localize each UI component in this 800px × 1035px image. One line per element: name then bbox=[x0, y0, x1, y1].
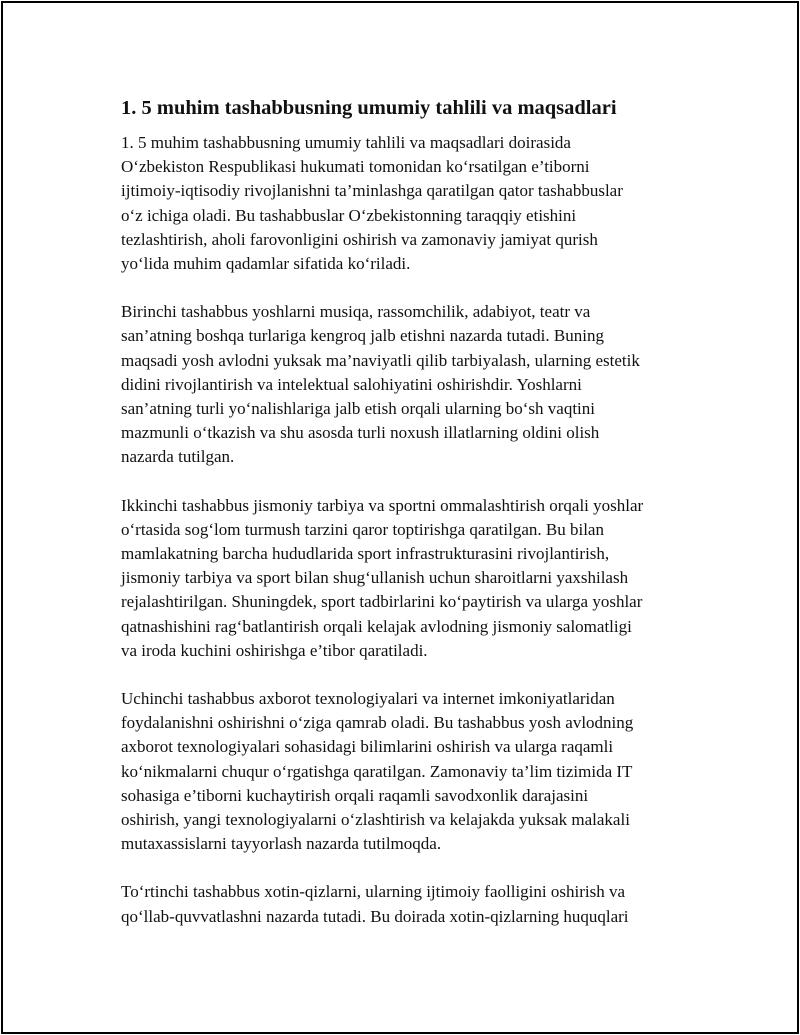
text-line: ijtimoiy-iqtisodiy rivojlanishni ta’minlashga qaratilgan qator tashabbuslar bbox=[121, 181, 623, 201]
text-line: san’atning turli yo‘nalishlariga jalb etish orqali ularning bo‘sh vaqtini bbox=[121, 399, 596, 419]
text-line: axborot texnologiyalari sohasidagi bilimlarini oshirish va ularga raqamli bbox=[121, 737, 614, 757]
text-line: Birinchi tashabbus yoshlarni musiqa, rassomchilik, adabiyot, teatr va bbox=[121, 302, 591, 322]
text-line: tezlashtirish, aholi farovonligini oshirish va zamonaviy jamiyat qurish bbox=[121, 229, 598, 249]
text-line: o‘rtasida sog‘lom turmush tarzini qaror toptirishga qaratilgan. Bu bilan bbox=[121, 519, 604, 539]
document-body bbox=[121, 95, 701, 953]
paragraph-third-initiative bbox=[121, 687, 701, 856]
text-line: o‘z ichiga oladi. Bu tashabbuslar O‘zbekistonning taraqqiy etishini bbox=[121, 205, 577, 225]
text-line: mamlakatning barcha hududlarida sport infrastrukturasini rivojlantirish, bbox=[121, 544, 610, 564]
paragraph-first-initiative bbox=[121, 300, 701, 469]
page-frame bbox=[1, 1, 799, 1034]
text-line: sohasiga e’tiborni kuchaytirish orqali raqamli savodxonlik darajasini bbox=[121, 785, 589, 805]
text-line: yo‘lida muhim qadamlar sifatida ko‘riladi. bbox=[121, 254, 411, 274]
paragraph-intro bbox=[121, 131, 701, 276]
text-line: mutaxassislarni tayyorlash nazarda tutilmoqda. bbox=[121, 834, 442, 854]
text-line: foydalanishni oshirishni o‘ziga qamrab oladi. Bu tashabbus yosh avlodning bbox=[121, 713, 634, 733]
paragraph-second-initiative bbox=[121, 494, 701, 663]
paragraph-fourth-initiative bbox=[121, 880, 701, 928]
text-line: didini rivojlantirish va intelektual salohiyatini oshirishdir. Yoshlarni bbox=[121, 374, 582, 394]
text-line: nazarda tutilgan. bbox=[121, 447, 235, 467]
section-heading: 1. 5 muhim tashabbusning umumiy tahlili va maqsadlari bbox=[121, 97, 617, 119]
text-line: ko‘nikmalarni chuqur o‘rgatishga qaratilgan. Zamonaviy ta’lim tizimida IT bbox=[121, 761, 633, 781]
text-line: qo‘llab-quvvatlashni nazarda tutadi. Bu doirada xotin-qizlarning huquqlari bbox=[121, 906, 629, 926]
text-line: qatnashishini rag‘batlantirish orqali kelajak avlodning jismoniy salomatligi bbox=[121, 616, 632, 636]
text-line: O‘zbekiston Respublikasi hukumati tomonidan ko‘rsatilgan e’tiborni bbox=[121, 157, 590, 177]
text-line: oshirish, yangi texnologiyalarni o‘zlashtirish va kelajakda yuksak malakali bbox=[121, 810, 630, 830]
text-line: jismoniy tarbiya va sport bilan shug‘ullanish uchun sharoitlarni yaxshilash bbox=[121, 568, 629, 588]
text-line: mazmunli o‘tkazish va shu asosda turli noxush illatlarning oldini olish bbox=[121, 423, 600, 443]
text-line: 1. 5 muhim tashabbusning umumiy tahlili va maqsadlari doirasida bbox=[121, 133, 571, 152]
text-line: Ikkinchi tashabbus jismoniy tarbiya va sportni ommalashtirish orqali yoshlar bbox=[121, 495, 644, 515]
text-line: rejalashtirilgan. Shuningdek, sport tadbirlarini ko‘paytirish va ularga yoshlar bbox=[121, 592, 643, 612]
text-line: maqsadi yosh avlodni yuksak ma’naviyatli qilib tarbiyalash, ularning estetik bbox=[121, 350, 640, 370]
text-line: va iroda kuchini oshirishga e’tibor qaratiladi. bbox=[121, 640, 428, 660]
text-line: Uchinchi tashabbus axborot texnologiyalari va internet imkoniyatlaridan bbox=[121, 689, 615, 709]
text-line: To‘rtinchi tashabbus xotin-qizlarni, ularning ijtimoiy faolligini oshirish va bbox=[121, 882, 626, 902]
text-line: san’atning boshqa turlariga kengroq jalb etishni nazarda tutadi. Buning bbox=[121, 326, 604, 346]
